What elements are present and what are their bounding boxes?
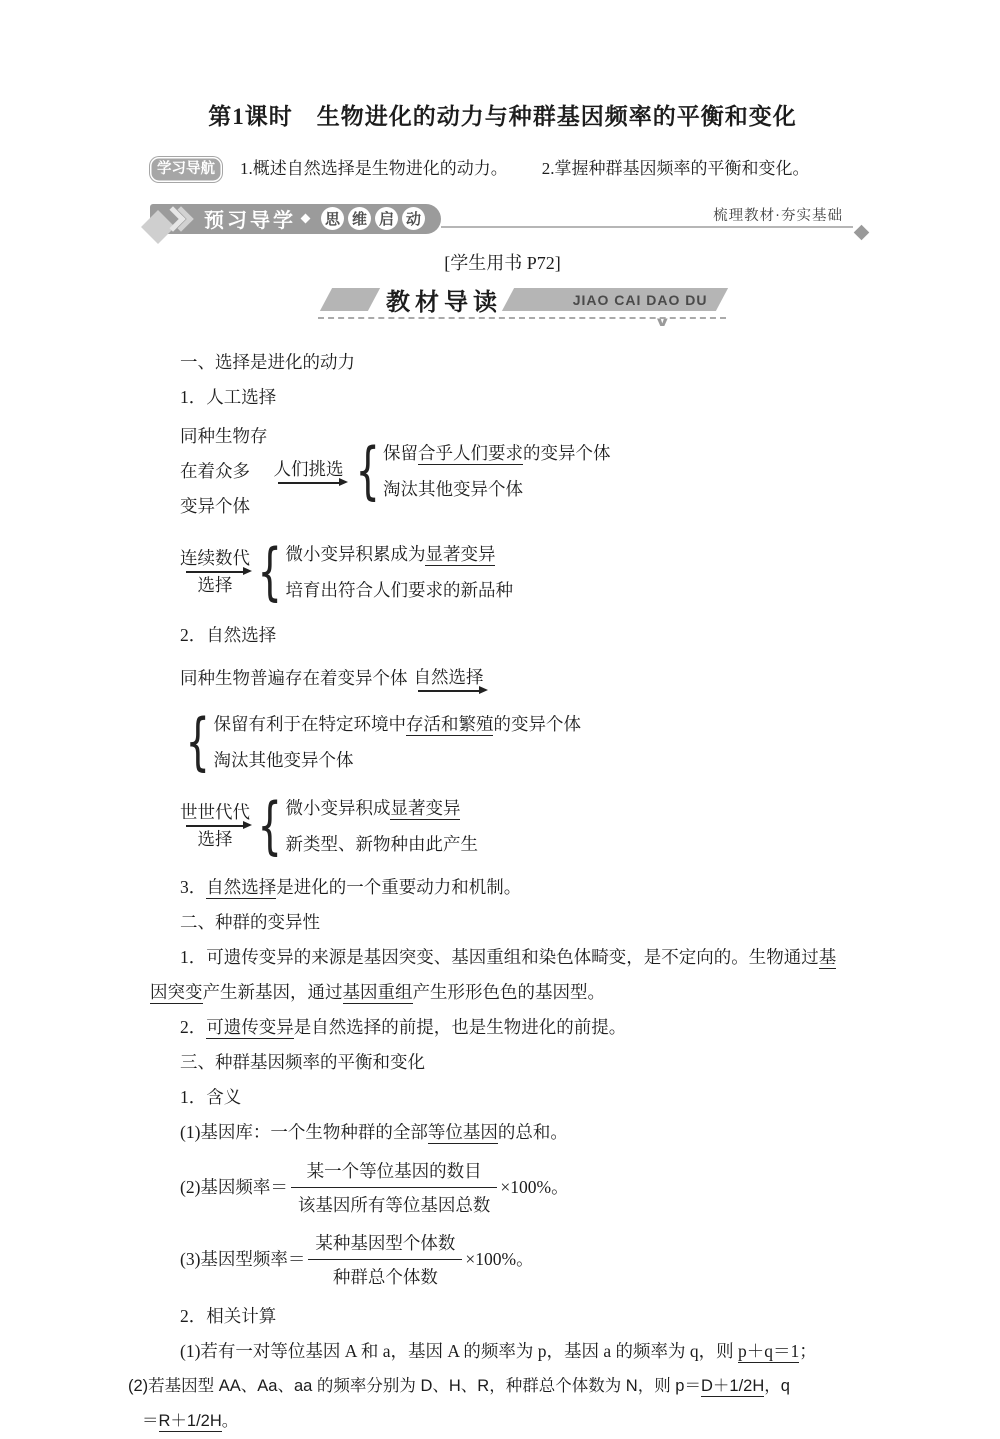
genotype-frequency-formula: (3)基因型频率＝ $\frac{\text{某种基因型个体数}}{\text{种群总个体数}}$ ×100%。: [180, 1229, 855, 1289]
section3-item2: 2．相关计算: [180, 1305, 277, 1326]
flow-continuous-selection: [180, 536, 855, 608]
textbook-guide-ribbon: [318, 283, 726, 330]
objective-2: 2.掌握种群基因频率的平衡和变化。: [541, 159, 810, 178]
arrow-right-icon: [186, 825, 244, 827]
calculation-2-line1: (2)若基因型 AA、Aa、aa 的频率分别为 D、H、R，种群总个体数为 N，则 p＝D＋1/2H，q: [128, 1376, 790, 1395]
ribbon-strip: [502, 288, 728, 311]
brace-icon: {: [257, 534, 282, 608]
banner-bar: [150, 204, 441, 234]
branch-line: 淘汰其他变异个体: [382, 479, 523, 499]
circled-char: 思: [321, 207, 344, 230]
flow-artificial-selection: [180, 419, 855, 524]
generation-label: 连续数代 选择: [180, 548, 250, 595]
section-banner: [150, 200, 855, 234]
section1-item2: 2．自然选择: [180, 624, 277, 645]
branch-line: 新类型、新物种由此产生: [285, 833, 478, 854]
ribbon-pinyin: JIAO CAI DAO DU: [573, 291, 708, 308]
ribbon-block: [320, 288, 380, 311]
section1-heading: 一、选择是进化的动力: [180, 351, 355, 372]
banner-right: [441, 204, 855, 234]
circled-char: 启: [375, 207, 398, 230]
natural-selection-branches: [180, 706, 855, 778]
arrow-right-icon: [186, 571, 244, 573]
section1-item3: 3．自然选择是进化的一个重要动力和机制。: [180, 876, 522, 897]
arrow-right-icon: [278, 482, 340, 484]
section3-heading: 三、种群基因频率的平衡和变化: [180, 1051, 425, 1072]
branch-line: 淘汰其他变异个体: [213, 749, 354, 770]
section1-item1: 1．人工选择: [180, 386, 277, 407]
branch-line: 微小变异积成显著变异: [285, 797, 461, 818]
study-nav-badge: 学习导航: [150, 157, 222, 182]
brace-icon: {: [354, 434, 380, 507]
gene-pool-definition: (1)基因库：一个生物种群的全部等位基因的总和。: [180, 1121, 568, 1142]
branch-line: 保留有利于在特定环境中存活和繁殖的变异个体: [213, 713, 581, 734]
brace-icon: {: [257, 788, 282, 862]
branch-line: 保留合乎人们要求的变异个体: [382, 443, 611, 463]
chevron-down-icon: ∨: [654, 314, 672, 330]
diamond-icon: [301, 214, 311, 224]
student-book-ref: [学生用书 P72]: [444, 252, 561, 273]
ribbon-title: 教材导读: [386, 290, 502, 316]
flow-generational-selection: [180, 790, 855, 862]
arrow-right-icon: [418, 690, 480, 692]
study-nav-row: [150, 157, 855, 182]
section2-para2: 2．可遗传变异是自然选择的前提，也是生物进化的前提。: [180, 1016, 627, 1037]
gene-frequency-formula: (2)基因频率＝ $\frac{\text{某一个等位基因的数目}}{\text{该基因所有等位基因总数}}$ ×100%。: [180, 1157, 855, 1217]
labeled-arrow: 自然选择: [414, 666, 484, 692]
section3-item1: 1．含义: [180, 1086, 242, 1107]
banner-title: 预习导学: [204, 210, 296, 232]
page-title: 第1课时 生物进化的动力与种群基因频率的平衡和变化: [208, 104, 797, 129]
flow-source-text: 同种生物存 在着众多 变异个体: [180, 425, 268, 516]
section2-para1-line1: 1．可遗传变异的来源是基因突变、基因重组和染色体畸变，是不定向的。生物通过基: [180, 946, 837, 967]
banner-rule: [441, 226, 853, 228]
flow-branches: [285, 790, 478, 862]
flow-branches: [213, 706, 581, 778]
diamond-icon: [854, 224, 870, 240]
fraction: $\frac{\text{某一个等位基因的数目}}{\text{该基因所有等位基因总数}}$: [291, 1157, 498, 1217]
learning-objectives: [240, 157, 810, 181]
branch-line: 微小变异积累成为显著变异: [285, 543, 496, 564]
section2-para1-line2: 因突变产生新基因，通过基因重组产生形形色色的基因型。: [150, 981, 605, 1002]
generation-label: 世世代代 选择: [180, 802, 250, 849]
fraction: $\frac{\text{某种基因型个体数}}{\text{种群总个体数}}$: [308, 1229, 462, 1289]
labeled-arrow: 人们挑选: [274, 458, 344, 484]
flow-natural-selection: 同种生物普遍存在着变异个体 自然选择: [180, 661, 855, 696]
branch-line: 培育出符合人们要求的新品种: [285, 579, 513, 600]
flow-branches: [383, 435, 611, 507]
calculation-1: (1)若有一对等位基因 A 和 a，基因 A 的频率为 p，基因 a 的频率为 q，则 p＋q＝1；: [180, 1340, 817, 1361]
banner-note: 梳理教材·夯实基础: [713, 207, 843, 224]
section2-heading: 二、种群的变异性: [180, 911, 320, 932]
flow-branches: [285, 536, 513, 608]
circled-char: 动: [402, 207, 425, 230]
calculation-2-line2: ＝R＋1/2H。: [142, 1411, 239, 1430]
brace-icon: {: [185, 704, 210, 778]
circled-char: 维: [348, 207, 371, 230]
objective-1: 1.概述自然选择是生物进化的动力。: [240, 159, 508, 178]
